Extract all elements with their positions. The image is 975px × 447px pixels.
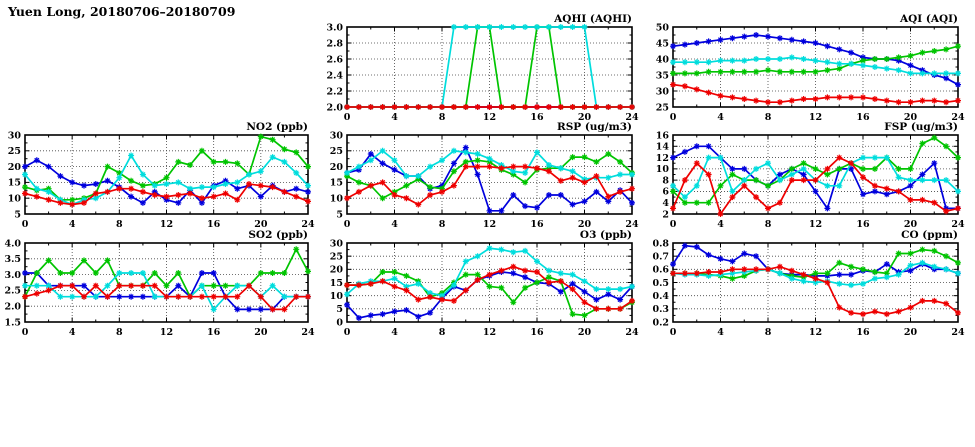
x-tick-label: 0 xyxy=(21,219,29,230)
x-tick-label: 4 xyxy=(391,327,398,338)
x-tick-label: 8 xyxy=(764,112,772,123)
y-tick-label: 25 xyxy=(329,251,343,263)
x-tick-label: 12 xyxy=(482,219,497,230)
x-tick-label: 20 xyxy=(903,112,918,123)
y-tick-label: 30 xyxy=(7,130,21,142)
x-tick-label: 12 xyxy=(808,219,823,230)
x-tick-label: 20 xyxy=(254,327,268,338)
y-tick-label: 45 xyxy=(655,38,669,50)
x-tick-label: 16 xyxy=(530,327,544,338)
grid xyxy=(347,135,632,214)
x-tick-label: 16 xyxy=(856,219,870,230)
y-tick-label: 0.3 xyxy=(652,304,669,316)
y-tick-label: 25 xyxy=(655,102,669,114)
chart-aqhi xyxy=(311,11,644,129)
x-tick-label: 20 xyxy=(577,219,592,230)
y-tick-label: 6 xyxy=(662,186,669,198)
y-tick-label: 2.8 xyxy=(326,38,343,50)
x-tick-label: 24 xyxy=(301,327,315,338)
x-tick-label: 4 xyxy=(391,112,398,123)
x-tick-label: 4 xyxy=(391,219,398,230)
grid xyxy=(347,27,632,107)
x-tick-label: 0 xyxy=(343,219,351,230)
chart-title: O3 (ppb) xyxy=(579,229,632,241)
y-tick-label: 30 xyxy=(655,86,669,98)
x-tick-label: 24 xyxy=(951,219,965,230)
y-tick-label: 3.0 xyxy=(4,269,21,281)
y-tick-label: 0.8 xyxy=(652,238,669,250)
x-tick-label: 20 xyxy=(577,112,592,123)
x-tick-label: 16 xyxy=(530,112,544,123)
x-tick-label: 16 xyxy=(856,112,870,123)
chart-o3 xyxy=(311,227,644,344)
y-tick-label: 20 xyxy=(329,264,343,276)
y-tick-label: 2.0 xyxy=(4,301,21,313)
y-tick-label: 0 xyxy=(336,317,343,329)
x-tick-label: 8 xyxy=(764,219,772,230)
chart-title: RSP (ug/m3) xyxy=(556,121,632,133)
y-tick-label: 2.5 xyxy=(4,285,21,297)
x-tick-label: 12 xyxy=(808,327,823,338)
y-tick-label: 3.0 xyxy=(326,22,343,34)
y-tick-label: 15 xyxy=(329,177,343,189)
y-tick-label: 25 xyxy=(7,146,21,158)
y-tick-label: 10 xyxy=(655,164,669,176)
chart-title: FSP (ug/m3) xyxy=(884,121,958,133)
x-tick-label: 24 xyxy=(625,327,639,338)
x-tick-label: 4 xyxy=(68,327,76,338)
x-tick-label: 4 xyxy=(717,219,724,230)
y-tick-label: 15 xyxy=(7,177,21,189)
y-tick-label: 3.5 xyxy=(4,254,21,266)
chart-title: NO2 (ppb) xyxy=(246,121,308,133)
x-tick-label: 0 xyxy=(343,112,351,123)
y-tick-label: 0.7 xyxy=(652,251,669,263)
x-tick-label: 8 xyxy=(116,219,123,230)
chart-title: AQHI (AQHI) xyxy=(554,13,632,25)
y-tick-label: 8 xyxy=(662,175,669,187)
y-tick-label: 10 xyxy=(329,193,343,205)
y-tick-label: 2.4 xyxy=(326,70,343,82)
y-tick-label: 2.6 xyxy=(326,54,343,66)
chart-co xyxy=(637,227,970,344)
x-tick-label: 24 xyxy=(951,112,965,123)
x-tick-label: 20 xyxy=(577,327,592,338)
y-tick-label: 4 xyxy=(662,198,669,210)
chart-no2 xyxy=(0,119,320,236)
x-tick-label: 4 xyxy=(717,112,724,123)
y-tick-label: 20 xyxy=(7,161,21,173)
x-tick-label: 0 xyxy=(21,327,29,338)
chart-so2 xyxy=(0,227,320,344)
grid xyxy=(673,135,958,214)
y-tick-label: 5 xyxy=(336,209,343,221)
x-tick-label: 0 xyxy=(669,327,677,338)
y-tick-label: 1.5 xyxy=(4,317,21,329)
x-tick-label: 8 xyxy=(438,327,446,338)
grid xyxy=(347,243,632,322)
x-tick-label: 8 xyxy=(764,327,772,338)
y-tick-label: 4.0 xyxy=(4,238,21,250)
x-tick-label: 12 xyxy=(159,327,174,338)
y-tick-label: 5 xyxy=(14,209,21,221)
x-tick-label: 12 xyxy=(159,219,174,230)
y-tick-label: 0.5 xyxy=(652,277,669,289)
y-tick-label: 0.6 xyxy=(652,264,669,276)
x-tick-label: 12 xyxy=(482,327,497,338)
y-tick-label: 12 xyxy=(655,152,669,164)
y-tick-label: 5 xyxy=(336,304,343,316)
y-tick-label: 10 xyxy=(7,193,21,205)
x-tick-label: 16 xyxy=(207,327,221,338)
x-tick-label: 4 xyxy=(68,219,76,230)
chart-title: AQI (AQI) xyxy=(899,13,958,25)
x-tick-label: 16 xyxy=(856,327,870,338)
x-tick-label: 20 xyxy=(254,219,268,230)
x-tick-label: 24 xyxy=(625,112,639,123)
y-tick-label: 10 xyxy=(329,290,343,302)
y-tick-label: 15 xyxy=(329,277,343,289)
x-tick-label: 0 xyxy=(669,219,677,230)
x-tick-label: 0 xyxy=(669,112,677,123)
y-tick-label: 30 xyxy=(329,238,343,250)
chart-aqi xyxy=(637,11,970,129)
y-tick-label: 20 xyxy=(329,161,343,173)
x-tick-label: 8 xyxy=(116,327,123,338)
x-tick-label: 0 xyxy=(343,327,351,338)
y-tick-label: 35 xyxy=(655,70,669,82)
y-tick-label: 2.2 xyxy=(326,86,343,98)
y-tick-label: 16 xyxy=(655,130,669,142)
x-tick-label: 24 xyxy=(301,219,315,230)
y-tick-label: 0.2 xyxy=(652,317,669,329)
x-tick-label: 8 xyxy=(438,219,446,230)
x-tick-label: 16 xyxy=(530,219,544,230)
x-tick-label: 20 xyxy=(903,219,918,230)
y-tick-label: 30 xyxy=(329,130,343,142)
y-tick-label: 2 xyxy=(662,209,669,221)
x-tick-label: 4 xyxy=(717,327,724,338)
y-tick-label: 40 xyxy=(655,54,669,66)
chart-fsp xyxy=(637,119,970,236)
y-tick-label: 2.0 xyxy=(326,102,343,114)
chart-title: SO2 (ppb) xyxy=(248,229,308,241)
x-tick-label: 24 xyxy=(951,327,965,338)
x-tick-label: 12 xyxy=(808,112,823,123)
chart-rsp xyxy=(311,119,644,236)
x-tick-label: 16 xyxy=(207,219,221,230)
series-red-markers xyxy=(344,164,635,208)
x-tick-label: 12 xyxy=(482,112,497,123)
x-tick-label: 20 xyxy=(903,327,918,338)
page-title: Yuen Long, 20180706–20180709 xyxy=(8,4,236,19)
y-tick-label: 25 xyxy=(329,146,343,158)
y-tick-label: 14 xyxy=(655,141,669,153)
y-tick-label: 0.4 xyxy=(652,290,669,302)
x-tick-label: 24 xyxy=(625,219,639,230)
y-tick-label: 50 xyxy=(655,22,669,34)
chart-title: CO (ppm) xyxy=(901,229,958,241)
x-tick-label: 8 xyxy=(438,112,446,123)
